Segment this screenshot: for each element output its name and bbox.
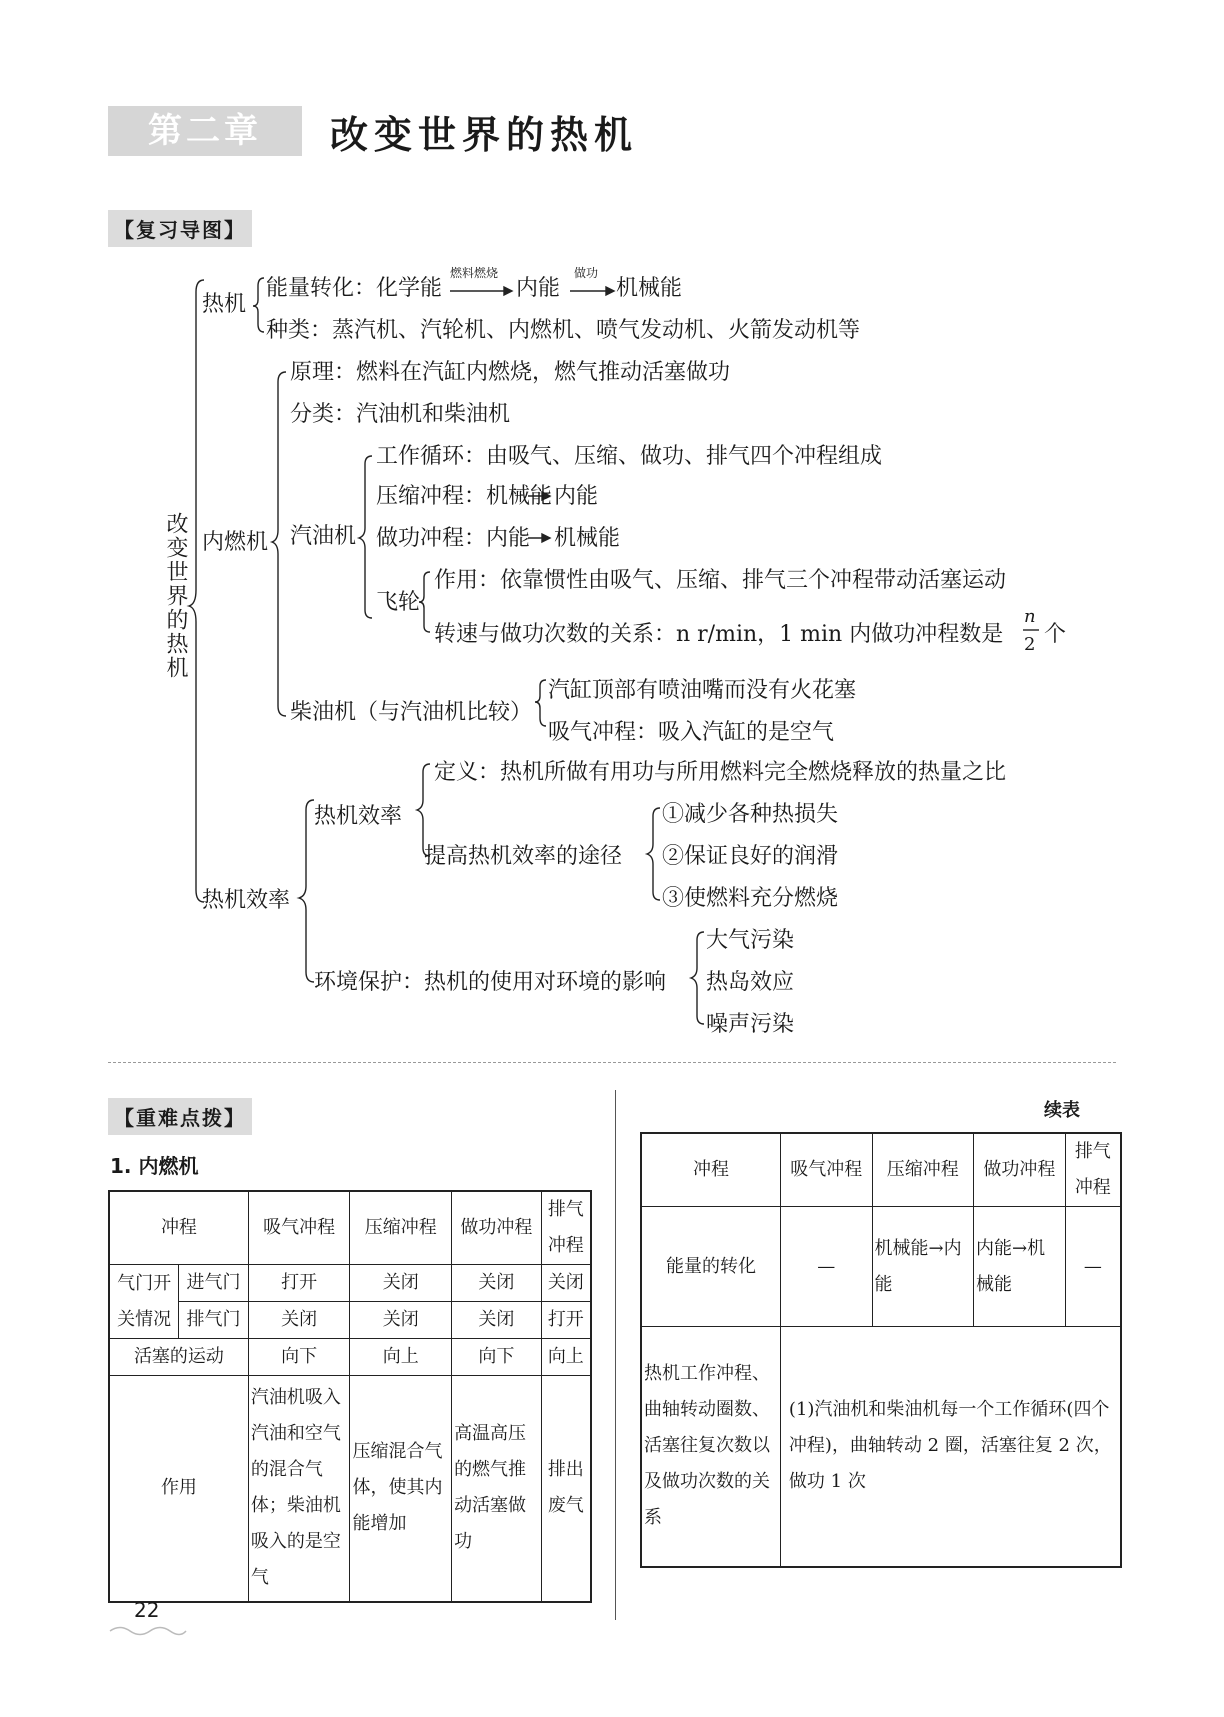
table-cell: 关闭 <box>350 1265 452 1302</box>
classification: 分类：汽油机和柴油机 <box>290 402 511 427</box>
table-cell: 高温高压的燃气推动活塞做功 <box>452 1376 542 1602</box>
column-divider <box>615 1090 616 1620</box>
table-cell: 向下 <box>452 1339 542 1376</box>
stroke-table <box>108 1190 592 1603</box>
table-cell: 关闭 <box>452 1265 542 1302</box>
table-header: 做功冲程 <box>452 1191 542 1265</box>
table-cell: 关闭 <box>350 1302 452 1339</box>
energy-prefix: 能量转化：化学能 <box>266 276 443 301</box>
flywheel-relation: 转速与做功次数的关系：n r/min，1 min 内做功冲程数是 <box>434 622 1004 647</box>
fraction-unit: 个 <box>1044 622 1067 647</box>
table-header: 排气冲程 <box>1065 1133 1121 1207</box>
environment-protection: 环境保护：热机的使用对环境的影响 <box>314 970 667 995</box>
table-row <box>109 1191 591 1265</box>
table-cell: 关闭 <box>452 1302 542 1339</box>
table-row <box>641 1133 1121 1207</box>
table-cell: 排气门 <box>179 1302 249 1339</box>
node-flywheel: 飞轮 <box>376 590 421 615</box>
engine-types: 种类：蒸汽机、汽轮机、内燃机、喷气发动机、火箭发动机等 <box>266 318 861 343</box>
table-cell: — <box>1065 1207 1121 1327</box>
table-cell: — <box>780 1207 872 1327</box>
compression-end: 内能 <box>554 484 599 509</box>
chapter-label: 第二章 <box>108 106 302 156</box>
table-cell: (1)汽油机和柴油机每一个工作循环(四个冲程)，曲轴转动 2 圈，活塞往复 2 次，做功 1 次 <box>780 1327 1121 1567</box>
table-row <box>109 1376 591 1602</box>
table-cell: 打开 <box>248 1265 350 1302</box>
table-cell: 气门开关情况 <box>109 1265 179 1339</box>
table-header: 吸气冲程 <box>248 1191 350 1265</box>
table-cell: 向上 <box>350 1339 452 1376</box>
decorative-ornament-icon <box>108 1624 188 1638</box>
table-header: 压缩冲程 <box>872 1133 974 1207</box>
way-2: ②保证良好的润滑 <box>662 844 839 869</box>
table-row <box>109 1339 591 1376</box>
node-diesel-engine: 柴油机（与汽油机比较） <box>290 700 533 725</box>
table-header: 冲程 <box>641 1133 780 1207</box>
table-header: 排气冲程 <box>541 1191 591 1265</box>
power-end: 机械能 <box>554 526 621 551</box>
node-internal-combustion: 内燃机 <box>202 530 269 555</box>
table-cell: 进气门 <box>179 1265 249 1302</box>
table-row <box>641 1327 1121 1567</box>
compression-stroke: 压缩冲程：机械能 <box>376 484 553 509</box>
table-cell: 排出废气 <box>541 1376 591 1602</box>
table-cell: 机械能→内能 <box>872 1207 974 1327</box>
table-cell: 活塞的运动 <box>109 1339 248 1376</box>
table-cell: 作用 <box>109 1376 248 1602</box>
table-row <box>109 1265 591 1302</box>
subsection-title: 1. 内燃机 <box>110 1154 199 1178</box>
table-cell: 内能→机械能 <box>974 1207 1066 1327</box>
table-header: 做功冲程 <box>974 1133 1066 1207</box>
table-cell: 热机工作冲程、曲轴转动圈数、活塞往复次数以及做功次数的关系 <box>641 1327 780 1567</box>
node-efficiency-sub: 热机效率 <box>314 804 403 829</box>
key-points-heading: 【重难点拨】 <box>108 1098 252 1135</box>
review-map-heading: 【复习导图】 <box>108 210 252 247</box>
page-number: 22 <box>134 1598 160 1622</box>
fraction-denominator: 2 <box>1024 634 1036 655</box>
table-cell: 汽油机吸入汽油和空气的混合气体；柴油机吸入的是空气 <box>248 1376 350 1602</box>
env-effect-3: 噪声污染 <box>706 1012 795 1037</box>
flywheel-function: 作用：依靠惯性由吸气、压缩、排气三个冲程带动活塞运动 <box>434 568 1007 593</box>
principle: 原理：燃料在汽缸内燃烧，燃气推动活塞做功 <box>290 360 731 385</box>
env-effect-2: 热岛效应 <box>706 970 795 995</box>
table-cell: 压缩混合气体，使其内能增加 <box>350 1376 452 1602</box>
way-3: ③使燃料充分燃烧 <box>662 886 839 911</box>
table-cell: 关闭 <box>248 1302 350 1339</box>
node-gasoline-engine: 汽油机 <box>290 524 357 549</box>
env-effect-1: 大气污染 <box>706 928 795 953</box>
fraction-numerator: n <box>1024 606 1036 627</box>
map-root: 改变世界的热机 <box>163 512 188 680</box>
energy-mid: 内能 <box>516 276 561 301</box>
arrow-label-work: 做功 <box>574 266 599 280</box>
node-reji: 热机 <box>202 292 247 317</box>
table-header: 压缩冲程 <box>350 1191 452 1265</box>
table-row <box>109 1302 591 1339</box>
chapter-title: 改变世界的热机 <box>330 113 639 157</box>
table-cell: 能量的转化 <box>641 1207 780 1327</box>
continued-label: 续表 <box>1044 1100 1080 1121</box>
table-cell: 向下 <box>248 1339 350 1376</box>
power-stroke: 做功冲程：内能 <box>376 526 531 551</box>
table-cell: 向上 <box>541 1339 591 1376</box>
stroke-table-continued <box>640 1132 1122 1568</box>
node-efficiency: 热机效率 <box>202 888 291 913</box>
efficiency-definition: 定义：热机所做有用功与所用燃料完全燃烧释放的热量之比 <box>434 760 1007 785</box>
table-cell: 打开 <box>541 1302 591 1339</box>
section-divider <box>108 1062 1116 1063</box>
work-cycle: 工作循环：由吸气、压缩、做功、排气四个冲程组成 <box>376 444 883 469</box>
diesel-feature-1: 汽缸顶部有喷油嘴而没有火花塞 <box>548 678 857 703</box>
table-header: 吸气冲程 <box>780 1133 872 1207</box>
table-header: 冲程 <box>109 1191 248 1265</box>
diesel-feature-2: 吸气冲程：吸入汽缸的是空气 <box>548 720 835 745</box>
improve-efficiency: 提高热机效率的途径 <box>424 844 623 869</box>
table-row <box>641 1207 1121 1327</box>
way-1: ①减少各种热损失 <box>662 802 839 827</box>
arrow-label-burn: 燃料燃烧 <box>450 266 499 280</box>
energy-end: 机械能 <box>616 276 683 301</box>
table-cell: 关闭 <box>541 1265 591 1302</box>
